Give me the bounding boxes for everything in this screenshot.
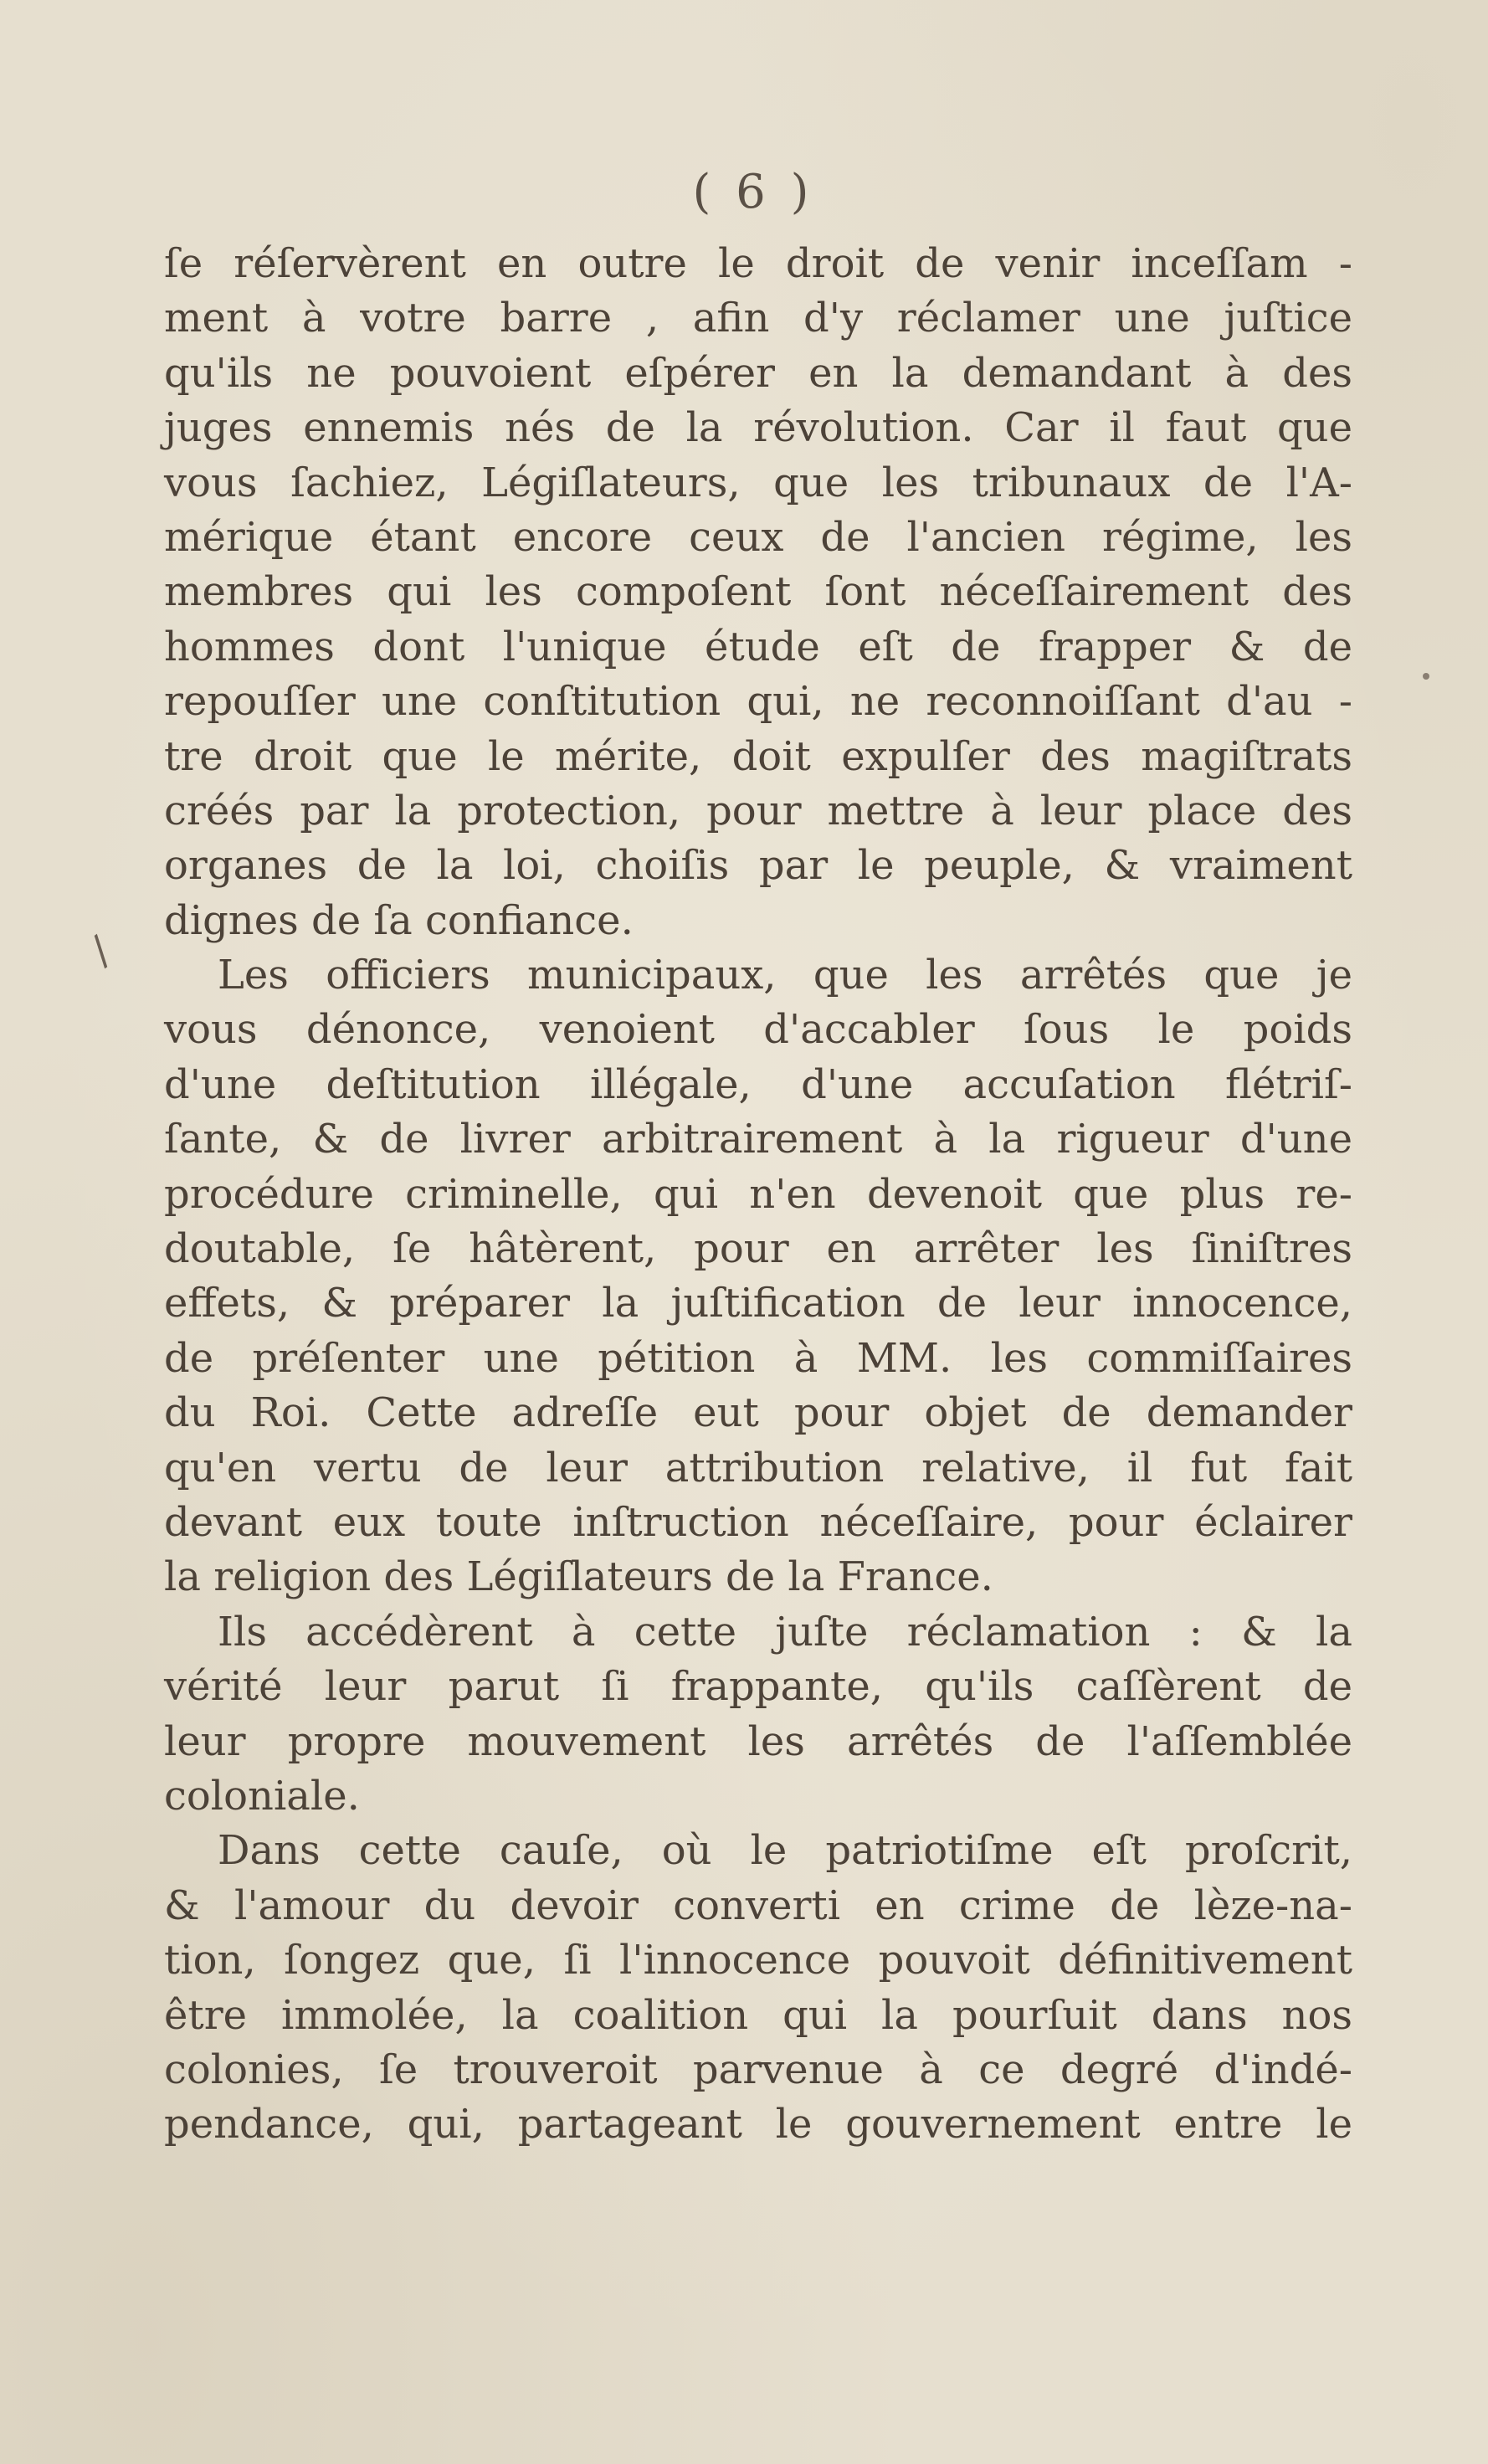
text-line: membres qui les compoſent ſont néceſſairement des — [164, 568, 1352, 616]
text-line: du Roi. Cette adreſſe eut pour objet de demander — [164, 1389, 1352, 1437]
text-line: Ils accédèrent à cette juſte réclamation : & la — [218, 1608, 1352, 1656]
text-line: qu'ils ne pouvoient eſpérer en la demandant à des — [164, 349, 1352, 397]
text-line: coloniale. — [164, 1772, 360, 1820]
text-line: vous ſachiez, Légiſlateurs, que les tribunaux de l'A- — [164, 459, 1352, 506]
margin-pen-mark: / — [81, 927, 120, 974]
text-line: tre droit que le mérite, doit expulſer des magiſtrats — [164, 732, 1352, 780]
text-line: ſante, & de livrer arbitrairement à la rigueur d'une — [164, 1116, 1352, 1163]
text-line: dignes de ſa confiance. — [164, 896, 634, 944]
text-line: effets, & préparer la juſtification de leur innocence, — [164, 1280, 1352, 1327]
text-line: la religion des Légiſlateurs de la France. — [164, 1553, 993, 1601]
text-line: être immolée, la coalition qui la pourſuit dans nos — [164, 1991, 1352, 2039]
text-line: vous dénonce, venoient d'accabler ſous le poids — [164, 1006, 1352, 1054]
text-line: d'une deſtitution illégale, d'une accuſation flétriſ- — [164, 1060, 1352, 1108]
text-line: ment à votre barre , afin d'y réclamer une juſtice — [164, 295, 1352, 342]
text-line: juges ennemis nés de la révolution. Car il faut que — [164, 404, 1352, 452]
text-line: colonies, ſe trouveroit parvenue à ce degré d'indé- — [164, 2046, 1352, 2093]
text-line: Les officiers municipaux, que les arrêtés que je — [218, 952, 1352, 999]
body-text — [164, 237, 1352, 2153]
text-line: hommes dont l'unique étude eſt de frapper & de — [164, 623, 1352, 670]
text-line: devant eux toute inſtruction néceſſaire, pour éclairer — [164, 1498, 1352, 1546]
page-number: ( 6 ) — [692, 165, 814, 219]
text-line: qu'en vertu de leur attribution relative, il fut fait — [164, 1444, 1352, 1491]
text-line: repouſſer une conſtitution qui, ne reconnoiſſant d'au - — [164, 678, 1352, 726]
text-line: tion, ſongez que, ſi l'innocence pouvoit définitivement — [164, 1937, 1352, 1984]
text-line: doutable, ſe hâtèrent, pour en arrêter les ſiniſtres — [164, 1225, 1352, 1273]
text-line: ſe réſervèrent en outre le droit de venir inceſſam - — [164, 240, 1352, 287]
text-line: leur propre mouvement les arrêtés de l'aſſemblée — [164, 1717, 1352, 1765]
text-line: pendance, qui, partageant le gouvernement entre le — [164, 2101, 1352, 2148]
text-line: procédure criminelle, qui n'en devenoit que plus re- — [164, 1170, 1352, 1218]
text-line: créés par la protection, pour mettre à leur place des — [164, 787, 1352, 834]
text-line: organes de la loi, choiſis par le peuple, & vraiment — [164, 842, 1352, 890]
text-line: mérique étant encore ceux de l'ancien régime, les — [164, 513, 1352, 561]
text-line: & l'amour du devoir converti en crime de lèze-na- — [164, 1881, 1352, 1929]
text-line: de préſenter une pétition à MM. les commiſſaires — [164, 1334, 1352, 1382]
ink-speck — [1423, 673, 1429, 680]
text-line: vérité leur parut ſi frappante, qu'ils caſſèrent de — [164, 1663, 1352, 1711]
text-line: Dans cette cauſe, où le patriotiſme eſt proſcrit, — [218, 1827, 1352, 1875]
